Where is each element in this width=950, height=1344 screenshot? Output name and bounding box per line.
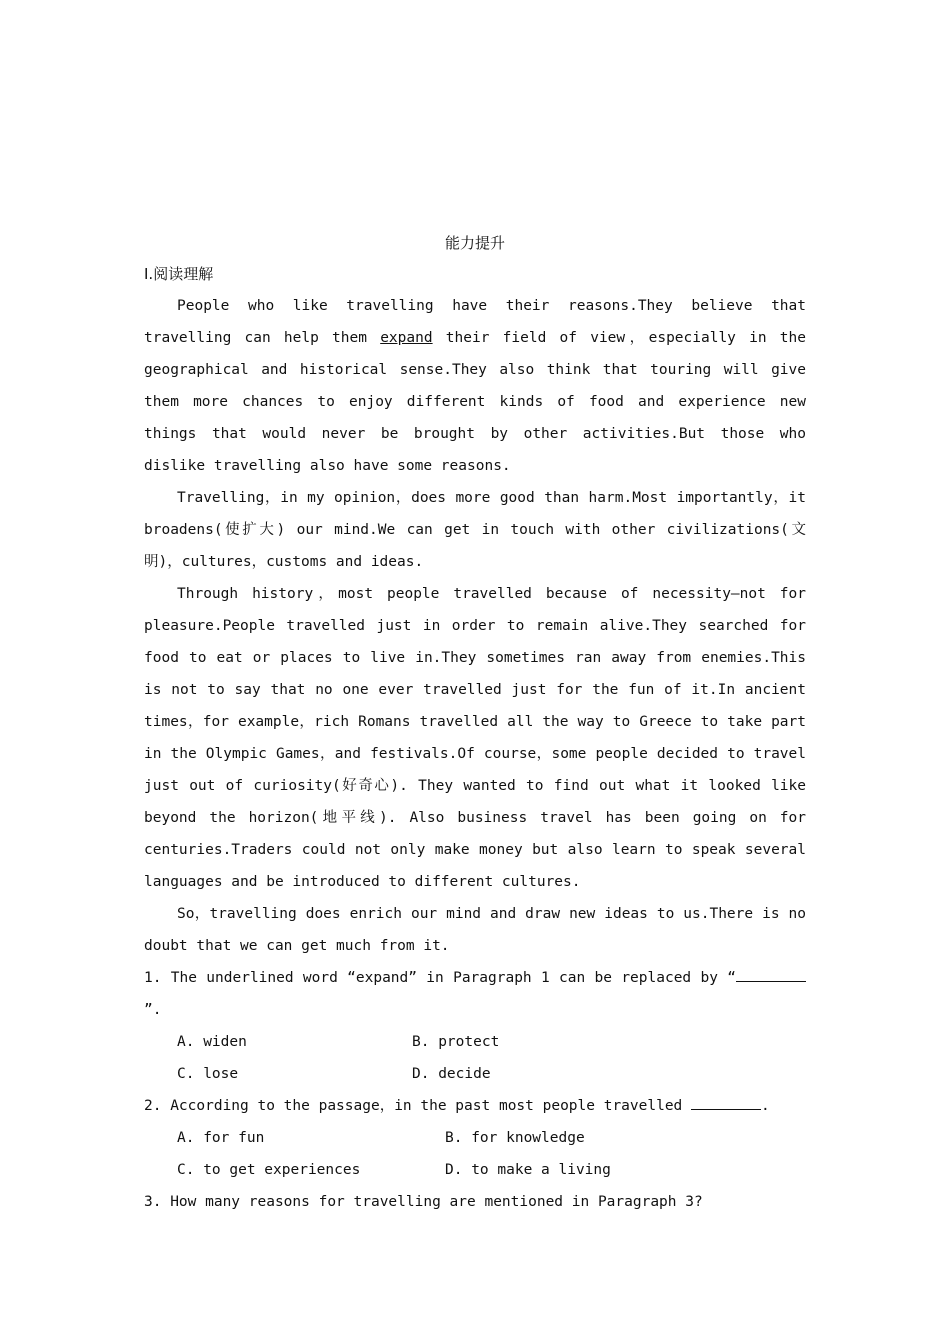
option-b[interactable]: B. for knowledge: [445, 1130, 585, 1146]
question-1-options: [144, 1026, 806, 1090]
option-d[interactable]: D. decide: [412, 1066, 491, 1082]
page-title: 能力提升: [444, 234, 505, 252]
document-page: [144, 228, 806, 1218]
option-a[interactable]: A. for fun: [177, 1130, 265, 1146]
option-d[interactable]: D. to make a living: [445, 1162, 611, 1178]
option-a[interactable]: A. widen: [177, 1034, 247, 1050]
passage-paragraph-4: So，travelling does enrich our mind and draw new ideas to us.There is no doubt that we can get much from it.: [144, 906, 806, 954]
question-1: [144, 962, 806, 1026]
passage-paragraph-1: [144, 290, 806, 482]
question-3-stem: 3. How many reasons for travelling are mentioned in Paragraph 3?: [144, 1194, 703, 1210]
option-c[interactable]: C. lose: [177, 1066, 239, 1082]
passage-paragraph-2: Travelling，in my opinion，does more good than harm.Most importantly，it broadens(使扩大) our mind.We can get in touch with other civilizations(文明)，cultures，customs and ideas.: [144, 490, 806, 570]
answer-blank: [736, 980, 806, 982]
section-heading: Ⅰ.阅读理解: [144, 265, 214, 283]
question-1-stem-end: ”.: [144, 1002, 162, 1018]
question-3: [144, 1186, 806, 1218]
paragraph-1-text-end: their field of view，especially in the geographical and historical sense.They also think that touring will give them more chances to enjoy different kinds of food and experience new things that would never be brought by other activities.But those who dislike travelling also have some reasons.: [144, 330, 806, 474]
passage-paragraph-3: Through history，most people travelled because of necessity—not for pleasure.People travelled just in order to remain alive.They searched for food to eat or places to live in.They sometimes ran away from enemies.This is not to say that no one ever travelled just for the fun of it.In ancient times，for example，rich Romans travelled all the way to Greece to take part in the Olympic Games，and festivals.Of course，some people decided to travel just out of curiosity(好奇心). They wanted to find out what it looked like beyond the horizon(地平线). Also business travel has been going on for centuries.Traders could not only make money but also learn to speak several languages and be introduced to different cultures.: [144, 586, 806, 890]
option-c[interactable]: C. to get experiences: [177, 1162, 361, 1178]
question-2-options: [144, 1122, 806, 1186]
question-2-stem: 2. According to the passage，in the past most people travelled: [144, 1098, 692, 1114]
question-1-stem: 1. The underlined word “expand” in Paragraph 1 can be replaced by “: [144, 970, 736, 986]
underlined-word: expand: [380, 330, 433, 346]
question-2-stem-end: .: [761, 1098, 770, 1114]
question-2: [144, 1090, 806, 1122]
paragraph-1-text-start: People who like travelling have their reasons.They believe that travelling can help them: [144, 298, 806, 346]
option-b[interactable]: B. protect: [412, 1034, 500, 1050]
answer-blank: [691, 1108, 761, 1110]
